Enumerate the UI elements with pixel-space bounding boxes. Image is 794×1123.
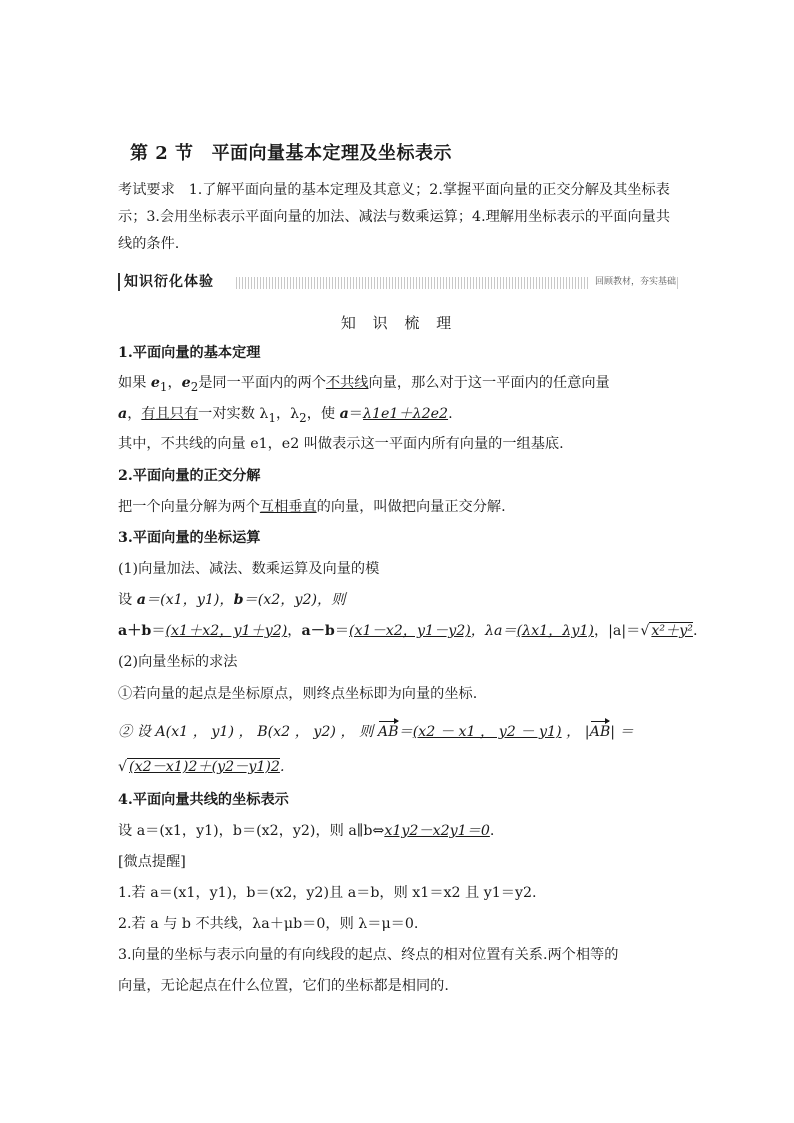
text: . [489,823,495,839]
answer-blank: (λx1，λy1) [516,623,594,639]
vector-e: e [150,375,160,391]
vector-a: a [118,406,128,422]
answer-blank: x1y2－x2y1＝0 [384,823,490,839]
banner-subtitle: 回顾教材，夯实基础 [589,275,676,289]
text: ， | [561,724,590,740]
tip-2: 2.若 a 与 b 不共线，λa＋μb＝0，则 λ＝μ＝0. [118,916,419,932]
text: ，|a|＝ [593,623,641,639]
answer-blank: 不共线 [325,375,369,391]
text: ， [127,406,142,422]
vector-ab: AB [378,721,399,743]
text: 是同一平面内的两个 [198,375,326,391]
tip-3-line-1: 3.向量的坐标与表示向量的有向线段的起点、终点的相对位置有关系.两个相等的 [118,947,619,963]
theorem-line-1 [118,372,680,398]
tip-1: 1.若 a＝(x1，y1)，b＝(x2，y2)且 a＝b，则 x1＝x2 且 y1＝y2. [118,885,537,901]
text: 向量，那么对于这一平面内的任意向量 [368,375,610,391]
vector-b: b [233,592,244,608]
answer-blank: (x1＋x2，y1＋y2) [165,623,288,639]
answer-blank: x²＋y² [651,623,693,639]
text: 的向量，叫做把向量正交分解. [316,499,506,515]
text: 设 [118,592,137,608]
exam-requirements [118,177,680,258]
text: ，使 [306,406,340,422]
text: ，λ [275,406,300,422]
answer-blank: 互相垂直 [259,499,317,515]
coord-method-subheading: (2)向量坐标的求法 [118,654,238,670]
answer-blank: λ1e1＋λ2e2 [362,406,449,422]
text: ， [287,623,302,639]
tip-3-line-2: 向量，无论起点在什么位置，它们的坐标都是相同的. [118,978,449,994]
text: | ＝ [610,724,634,740]
knowledge-heading: 知 识 梳 理 [340,314,458,332]
section-number: 第 2 节 [130,143,194,164]
text: . [279,759,285,775]
text: ＝(x2，y2)，则 [243,592,346,608]
requirements-label: 考试要求 [118,182,175,198]
heading-orthogonal: 2.平面向量的正交分解 [118,468,261,484]
requirements-text: 1.了解平面向量的基本定理及其意义；2.掌握平面向量的正交分解及其坐标表示；3.会用坐标表示平面向量的加法、减法与数乘运算；4.理解用坐标表示的平面向量共线的条件. [118,182,671,252]
text: ＝ [348,406,363,422]
origin-line: ①若向量的起点是坐标原点，则终点坐标即为向量的坐标. [118,686,478,702]
text: ＝ [151,623,166,639]
ops-subheading: (1)向量加法、减法、数乘运算及向量的模 [118,561,380,577]
heading-collinear: 4.平面向量共线的坐标表示 [118,792,289,808]
heading-basic-theorem: 1.平面向量的基本定理 [118,345,261,361]
vector-a: a [339,406,349,422]
subscript: 2 [299,410,307,425]
formula: a－b [301,623,335,639]
formula: a＋b [118,623,152,639]
magnitude-line: √ (x2－x1)2＋(y2－y1)2. [118,759,285,775]
heading-coordinate-ops: 3.平面向量的坐标运算 [118,530,261,546]
banner-title: 知识衍化体验 [118,273,214,291]
answer-blank: (x1－x2，y1－y2) [349,623,471,639]
basis-line: 其中，不共线的向量 e1，e2 叫做表示这一平面内所有向量的一组基底. [118,436,564,452]
collinear-line [118,820,680,842]
subscript: 1 [268,410,276,425]
ops-formula-line: a＋b＝(x1＋x2，y1＋y2)，a－b＝(x1－x2，y1－y2)，λa＝(λx1，λy1)，|a|＝√ x²＋y². [118,623,698,639]
text: ，λa＝ [470,623,517,639]
orthogonal-line [118,496,680,518]
vector-ab: AB [590,721,611,743]
tips-heading: [微点提醒] [118,854,186,870]
answer-blank: (x2－x1)2＋(y2－y1)2 [129,759,280,775]
vector-ab-line [118,721,680,743]
subscript: 2 [190,379,199,394]
text: 设 a＝(x1，y1)，b＝(x2，y2)，则 a∥b⇔ [118,823,385,839]
answer-blank: 有且只有 [141,406,199,422]
text: ＝ [334,623,350,639]
vector-e: e [181,375,191,391]
subscript: 1 [159,379,168,394]
text: . [692,623,698,639]
text: ， [167,375,182,391]
section-title-text: 平面向量基本定理及坐标表示 [211,143,453,164]
text: ＝(x1，y1)， [145,592,234,608]
text: ＝ [398,724,413,740]
knowledge-banner [118,272,680,294]
text: . [448,406,453,422]
section-title [130,139,452,165]
text: 如果 [118,375,151,391]
vector-a: a [136,592,146,608]
text: 一对实数 λ [198,406,269,422]
text: 把一个向量分解为两个 [118,499,260,515]
text: ② 设 A(x1 ， y1) ， B(x2 ， y2) ， 则 [118,724,378,740]
theorem-line-2 [118,403,680,429]
ops-setup-line [118,589,680,611]
answer-blank: (x2 － x1 ， y2 － y1) [412,724,562,740]
